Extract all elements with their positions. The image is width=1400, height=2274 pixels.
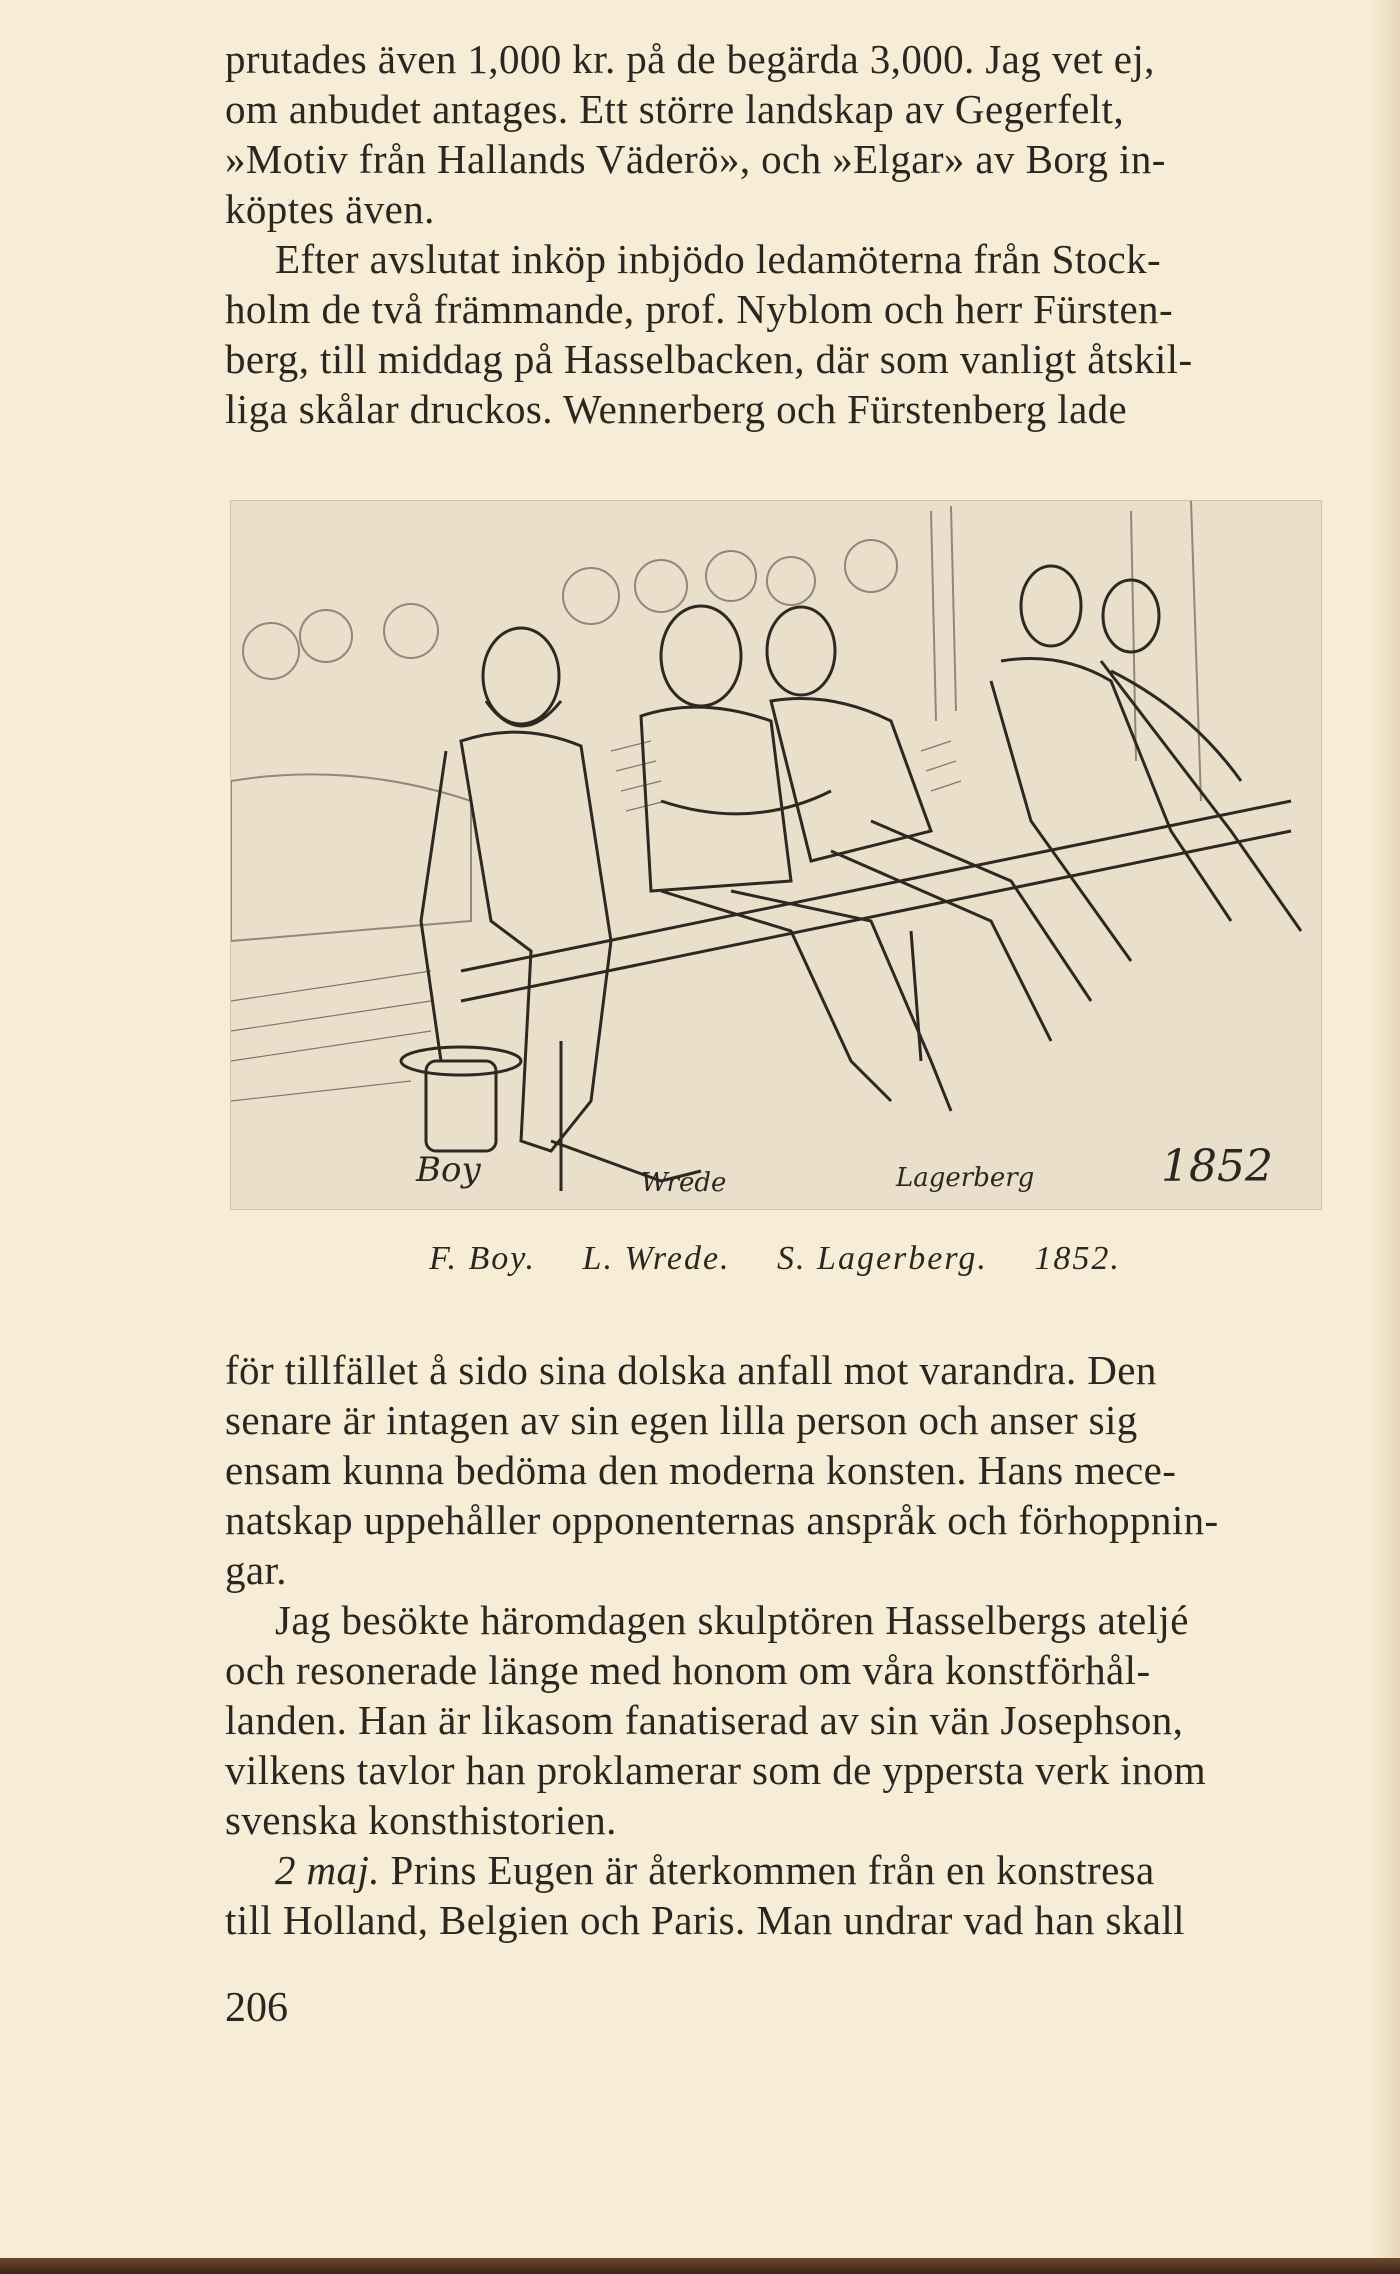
text-line: svenska konsthistorien. (225, 1797, 617, 1843)
caption-name: F. Boy. (429, 1240, 537, 1277)
text-line: köptes även. (225, 186, 435, 232)
text-block-top (225, 34, 1315, 434)
text-line: prutades även 1,000 kr. på de begärda 3,000. Jag vet ej, (225, 36, 1155, 82)
signature-boy: Boy (416, 1150, 481, 1190)
text-block-bottom (225, 1345, 1315, 1945)
text-line: vilkens tavlor han proklamerar som de yppersta verk inom (225, 1747, 1207, 1793)
paragraph-5 (225, 1845, 1315, 1945)
paragraph-1 (225, 34, 1315, 234)
caption-name: L. Wrede. (582, 1240, 731, 1277)
entry-date: 2 maj. (275, 1847, 380, 1893)
text-line: holm de två främmande, prof. Nyblom och herr Fürsten- (225, 286, 1174, 332)
text-line: »Motiv från Hallands Väderö», och »Elgar» av Borg in- (225, 136, 1166, 182)
caption-year: 1852. (1034, 1240, 1121, 1277)
page-shadow (1370, 0, 1400, 2258)
text-line (225, 1845, 1315, 1895)
text-line: om anbudet antages. Ett större landskap av Gegerfelt, (225, 86, 1124, 132)
illustration-caption (230, 1240, 1320, 1278)
text-line: ensam kunna bedöma den moderna konsten. Hans mece- (225, 1447, 1177, 1493)
text-line-rest: Prins Eugen är återkommen från en konstresa (379, 1847, 1155, 1893)
sketch-illustration (230, 500, 1322, 1210)
paragraph-3 (225, 1345, 1315, 1595)
text-line: och resonerade länge med honom om våra konstförhål- (225, 1647, 1151, 1693)
paragraph-2 (225, 234, 1315, 434)
paragraph-4 (225, 1595, 1315, 1845)
text-line: Efter avslutat inköp inbjödo ledamöterna från Stock- (275, 236, 1162, 282)
text-line: landen. Han är likasom fanatiserad av sin vän Josephson, (225, 1697, 1184, 1743)
sketch-drawing (231, 501, 1321, 1209)
signature-lagerberg: Lagerberg (896, 1163, 1035, 1193)
page-number: 206 (225, 1985, 288, 2031)
page-bottom-edge (0, 2258, 1400, 2274)
signature-date: 1852 (1161, 1141, 1273, 1192)
text-line: liga skålar druckos. Wennerberg och Fürstenberg lade (225, 386, 1128, 432)
signature-wrede: Wrede (641, 1168, 727, 1198)
text-line: senare är intagen av sin egen lilla person och anser sig (225, 1397, 1138, 1443)
caption-name: S. Lagerberg. (777, 1240, 988, 1277)
text-line: för tillfället å sido sina dolska anfall mot varandra. Den (225, 1347, 1157, 1393)
text-line: gar. (225, 1547, 287, 1593)
text-line: natskap uppehåller opponenternas anspråk och förhoppnin- (225, 1497, 1219, 1543)
text-line: berg, till middag på Hasselbacken, där som vanligt åtskil- (225, 336, 1193, 382)
text-line: till Holland, Belgien och Paris. Man undrar vad han skall (225, 1897, 1185, 1943)
text-line: Jag besökte häromdagen skulptören Hasselbergs ateljé (275, 1597, 1189, 1643)
